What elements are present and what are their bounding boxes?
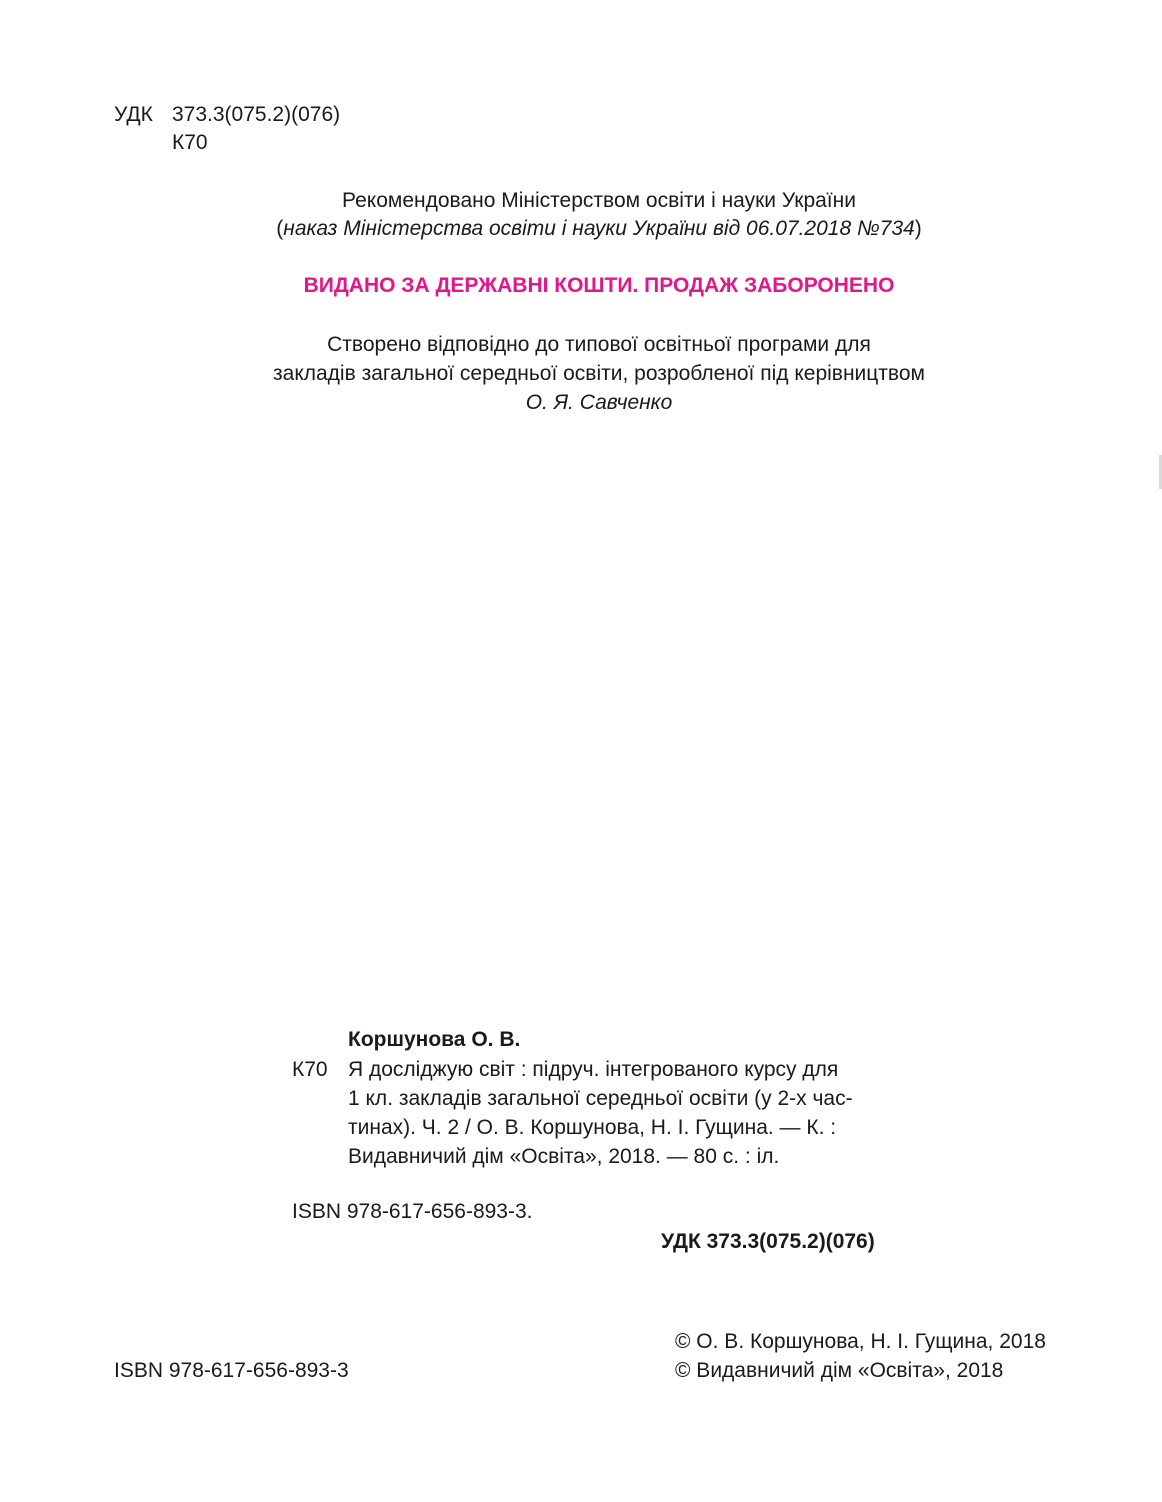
- copyright-publisher: © Видавничий дім «Освіта», 2018: [675, 1359, 1004, 1382]
- free-distribution-notice: ВИДАНО ЗА ДЕРЖАВНІ КОШТИ. ПРОДАЖ ЗАБОРОНЕНО: [303, 274, 895, 297]
- record-udk: УДК 373.3(075.2)(076): [661, 1230, 875, 1253]
- record-line: 1 кл. закладів загальної середньої освіти (у 2-х час-: [348, 1087, 853, 1110]
- paren-close: ): [914, 217, 922, 240]
- record-index: К70: [292, 1058, 328, 1081]
- program-supervisor: О. Я. Савченко: [525, 391, 673, 414]
- udk-code: 373.3(075.2)(076): [172, 103, 341, 126]
- program-line-1: Створено відповідно до типової освітньої програми для: [327, 333, 871, 356]
- record-author: Коршунова О. В.: [348, 1028, 521, 1051]
- recommendation-line: Рекомендовано Міністерством освіти і науки України: [342, 189, 856, 212]
- record-isbn: ISBN 978-617-656-893-3.: [292, 1200, 533, 1223]
- ministry-order-text: наказ Міністерства освіти і науки України від 06.07.2018 №734: [283, 217, 915, 240]
- paren-open: (: [276, 217, 284, 240]
- udk-label: УДК: [114, 103, 153, 126]
- author-index: К70: [172, 131, 208, 154]
- record-line: Я досліджую світ : підруч. інтегрованого курсу для: [348, 1058, 839, 1081]
- ministry-order: [0, 214, 1162, 243]
- program-line-2: закладів загальної середньої освіти, розробленої під керівництвом: [273, 362, 925, 385]
- record-line: Видавничий дім «Освіта», 2018. — 80 с. : іл.: [348, 1145, 780, 1168]
- record-line: тинах). Ч. 2 / О. В. Коршунова, Н. І. Гущина. — К. :: [348, 1116, 837, 1139]
- copyright-authors: © О. В. Коршунова, Н. І. Гущина, 2018: [675, 1330, 1046, 1353]
- footer-isbn: ISBN 978-617-656-893-3: [114, 1359, 349, 1382]
